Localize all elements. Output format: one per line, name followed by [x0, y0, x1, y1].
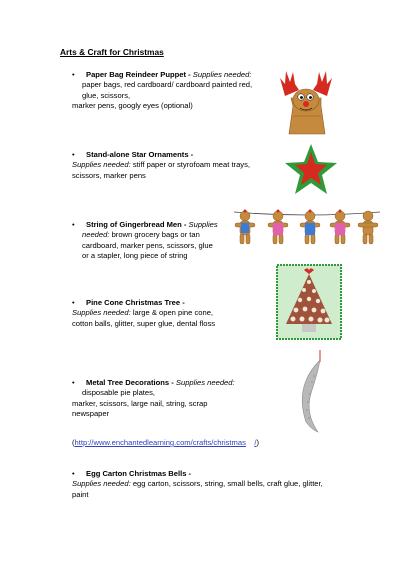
craft-name: Egg Carton Christmas Bells -	[86, 469, 192, 478]
supplies-label: Supplies needed:	[175, 378, 235, 387]
supplies-line: marker pens, googly eyes (optional)	[72, 101, 193, 111]
supplies-line: newspaper	[72, 409, 110, 419]
supplies-line: stiff paper or styrofoam meat trays,	[132, 160, 251, 170]
craft-item-metal-tree	[72, 378, 277, 420]
supplies-line: cardboard, marker pens, scissors, glue	[82, 240, 213, 250]
craft-name: Metal Tree Decorations -	[86, 378, 174, 387]
craft-item-star	[72, 150, 277, 181]
supplies-line: cotton balls, glitter, super glue, dental floss	[72, 318, 216, 328]
supplies-label: Supplies needed:	[72, 308, 131, 318]
paren-close: )	[256, 438, 259, 447]
supplies-label: Supplies needed:	[192, 70, 252, 79]
supplies-label: Supplies needed:	[72, 479, 131, 489]
gingerbread-garland-image	[232, 206, 382, 254]
craft-item-egg-carton-bells	[72, 469, 352, 500]
supplies-line: scissors, marker pens	[72, 170, 146, 180]
reindeer-puppet-image	[277, 66, 335, 136]
craft-name: Pine Cone Christmas Tree -	[86, 298, 185, 307]
craft-name: String of Gingerbread Men -	[86, 220, 187, 229]
bullet: •	[72, 220, 75, 229]
craft-item-reindeer	[72, 70, 277, 112]
craft-name: Stand-alone Star Ornaments -	[86, 150, 194, 159]
supplies-line: or a stapler, long piece of string	[82, 251, 188, 261]
bullet: •	[72, 150, 75, 159]
supplies-label: Supplies needed:	[72, 160, 131, 170]
supplies-line: paint	[72, 489, 89, 499]
supplies-line: egg carton, scissors, string, small bells, craft glue, glitter,	[132, 479, 323, 489]
paren-open: (	[72, 438, 75, 447]
craft-name: Paper Bag Reindeer Puppet -	[86, 70, 191, 79]
supplies-line: paper bags, red cardboard/ cardboard painted red,	[82, 80, 253, 90]
supplies-line: disposable pie plates,	[82, 388, 156, 398]
bullet: •	[72, 298, 75, 307]
pine-cone-tree-image	[276, 264, 342, 340]
supplies-line: brown grocery bags or tan	[111, 230, 200, 240]
star-ornament-image	[283, 142, 339, 198]
source-link-slash[interactable]: /	[254, 438, 257, 447]
supplies-label: Supplies	[188, 220, 218, 229]
page-title: Arts & Craft for Christmas	[60, 47, 164, 57]
metal-moon-ornament-image	[290, 350, 340, 434]
supplies-line: glue, scissors,	[82, 90, 131, 100]
bullet: •	[72, 70, 75, 79]
source-link-line	[72, 438, 259, 447]
source-link[interactable]: http://www.enchantedlearning.com/crafts/christmas	[74, 438, 246, 447]
supplies-line: marker, scissors, large nail, string, scrap	[72, 398, 208, 408]
craft-item-pine-cone	[72, 298, 277, 329]
bullet: •	[72, 378, 75, 387]
bullet: •	[72, 469, 75, 478]
supplies-label: needed:	[82, 230, 110, 240]
supplies-line: large & open pine cone,	[132, 308, 214, 318]
